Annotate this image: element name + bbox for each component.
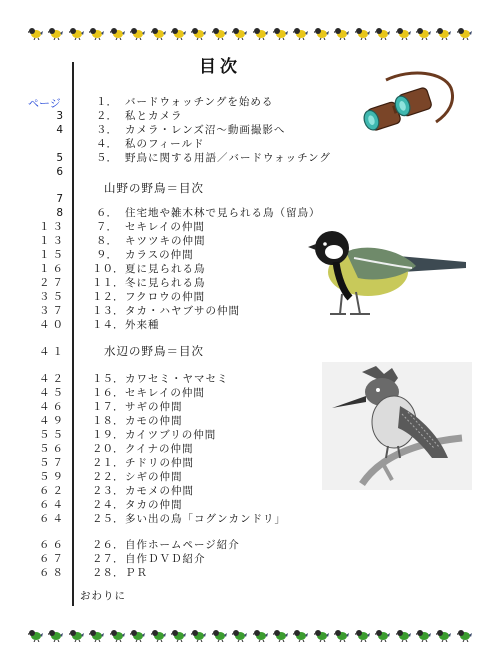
toc-page-number: ４６ [39, 401, 66, 413]
small-bird-icon [457, 628, 472, 642]
toc-entry-number: ６． [96, 207, 117, 219]
toc-entry-title: 私とカメラ [125, 110, 183, 122]
toc-page-number: ６２ [39, 485, 66, 497]
small-bird-icon [212, 26, 227, 40]
toc-entry-title: 外来種 [125, 319, 160, 331]
section-water-heading: 水辺の野鳥＝目次 [104, 344, 204, 358]
toc-entry [0, 109, 400, 123]
toc-entry-title: カイツブリの仲間 [125, 429, 217, 441]
toc-entry-text [92, 151, 331, 165]
small-bird-icon [416, 26, 431, 40]
toc-entry-text [92, 470, 183, 484]
toc-entry-title: 住宅地や雑木林で見られる鳥（留鳥） [125, 207, 321, 219]
small-bird-icon [314, 628, 329, 642]
toc-entry [0, 137, 400, 151]
small-bird-icon [457, 26, 472, 40]
small-bird-icon [130, 26, 145, 40]
toc-page-number: 7 [56, 193, 66, 205]
toc-entry-number: ５． [96, 152, 117, 164]
toc-page-number: ４０ [39, 319, 66, 331]
toc-entry-number: １８． [92, 415, 124, 427]
toc-entry-title: 私のフィールド [125, 138, 205, 150]
toc-entry-title: サギの仲間 [125, 401, 183, 413]
toc-entry-text [92, 386, 205, 400]
toc-entry-text [92, 276, 206, 290]
toc-entry-title: フクロウの仲間 [125, 291, 206, 303]
toc-entry-title: 自作ＤＶＤ紹介 [125, 553, 206, 565]
toc-page-number: ６４ [39, 499, 66, 511]
toc-entry-number: ２５． [92, 513, 124, 525]
toc-page-number: ４９ [39, 415, 66, 427]
toc-entry-number: ２３． [92, 485, 124, 497]
toc-entry [0, 512, 400, 526]
toc-entry [0, 538, 400, 552]
toc-entry [0, 123, 400, 137]
toc-entry-number: １． [96, 96, 117, 108]
toc-entry [0, 566, 400, 580]
small-bird-icon [375, 628, 390, 642]
toc-entry-text [92, 192, 125, 206]
toc-page-number: ５６ [39, 443, 66, 455]
toc-entry-number: ３． [96, 124, 117, 136]
toc-entry-number: １２． [92, 291, 124, 303]
small-bird-icon [28, 628, 43, 642]
small-bird-icon [212, 628, 227, 642]
toc-entry-number: １９． [92, 429, 124, 441]
toc-entry-number: １１． [92, 277, 124, 289]
toc-entry-title: カワセミ・ヤマセミ [125, 373, 229, 385]
small-bird-icon [191, 26, 206, 40]
closing-text: おわりに [80, 590, 126, 602]
toc-entry-text [92, 538, 240, 552]
toc-entry [0, 151, 400, 165]
small-bird-icon [69, 26, 84, 40]
small-bird-icon [151, 26, 166, 40]
toc-entry-title: 野鳥に関する用語／バードウォッチング [125, 152, 331, 164]
small-bird-icon [171, 628, 186, 642]
toc-page-number: １３ [39, 221, 66, 233]
toc-page-number: 8 [56, 207, 66, 219]
toc-entry-number: ２６． [92, 539, 124, 551]
toc-page-number: 3 [56, 110, 66, 122]
toc-entry-number: ７． [96, 221, 117, 233]
small-bird-icon [69, 628, 84, 642]
toc-entry-text [92, 234, 206, 248]
toc-page-number: 6 [56, 166, 66, 178]
toc-entry [0, 206, 400, 220]
small-bird-icon [436, 628, 451, 642]
toc-page-number: ４１ [39, 346, 66, 358]
toc-entry-number: ２１． [92, 457, 124, 469]
toc-entry-text [92, 290, 205, 304]
small-bird-icon [355, 628, 370, 642]
toc-entry-text [92, 318, 160, 332]
toc-entry [0, 498, 400, 512]
toc-entry-title: キツツキの仲間 [125, 235, 206, 247]
bottom-bird-border [28, 626, 472, 644]
toc-page-number: ４５ [39, 387, 66, 399]
toc-entry-number: １０． [92, 263, 124, 275]
toc-page-number: ４２ [39, 373, 66, 385]
small-bird-icon [293, 628, 308, 642]
small-bird-icon [89, 26, 104, 40]
toc-page-number: ５５ [39, 429, 66, 441]
toc-entry-number: ２． [96, 110, 117, 122]
toc-entry-number: ２４． [92, 499, 124, 511]
small-bird-icon [396, 628, 411, 642]
small-bird-icon [28, 26, 43, 40]
small-bird-icon [253, 26, 268, 40]
small-bird-icon [151, 628, 166, 642]
toc-entry-text [92, 566, 148, 580]
great-tit-illustration [306, 222, 470, 332]
toc-entry-title: 自作ホームページ紹介 [125, 539, 240, 551]
small-bird-icon [130, 628, 145, 642]
small-bird-icon [191, 628, 206, 642]
toc-entry-number: ８． [96, 235, 117, 247]
toc-entry-title: タカの仲間 [125, 499, 183, 511]
toc-entry-title: セキレイの仲間 [125, 221, 205, 233]
toc-entry [0, 95, 400, 109]
top-bird-border [28, 24, 472, 42]
small-bird-icon [273, 26, 288, 40]
toc-entry-text [92, 552, 206, 566]
toc-entry-title: カモの仲間 [125, 415, 183, 427]
toc-entry-text [92, 165, 125, 179]
toc-page-number: ３７ [39, 305, 66, 317]
section-mountain-heading: 山野の野鳥＝目次 [104, 181, 204, 195]
toc-entry-title: シギの仲間 [125, 471, 183, 483]
toc-page-number: ６８ [39, 567, 66, 579]
toc-entry-number: １７． [92, 401, 124, 413]
small-bird-icon [436, 26, 451, 40]
toc-entry-title: 多い出の鳥「コグンカンドリ」 [125, 513, 286, 525]
toc-entry-text [92, 456, 194, 470]
small-bird-icon [253, 628, 268, 642]
toc-page-number: ６４ [39, 513, 66, 525]
small-bird-icon [89, 628, 104, 642]
toc-entry-number: ４． [96, 138, 117, 150]
toc-entry-title: クイナの仲間 [125, 443, 194, 455]
small-bird-icon [110, 26, 125, 40]
toc-page-number: 4 [56, 124, 66, 136]
small-bird-icon [334, 628, 349, 642]
toc-entry-number: １５． [92, 373, 124, 385]
toc-entry-title: セキレイの仲間 [125, 387, 205, 399]
toc-entry [0, 165, 400, 179]
binoculars-illustration [356, 70, 462, 142]
toc-entry-number: １３． [92, 305, 124, 317]
toc-entry-text [92, 206, 321, 220]
toc-entry-number: ２２． [92, 471, 124, 483]
toc-entry-text [92, 123, 285, 137]
toc-entry-title: カメラ・レンズ沼～動画撮影へ [125, 124, 286, 136]
toc-entry-text [92, 442, 193, 456]
toc-entry-text [92, 95, 273, 109]
small-bird-icon [375, 26, 390, 40]
toc-entry-title: 夏に見られる鳥 [125, 263, 206, 275]
small-bird-icon [232, 26, 247, 40]
toc-page-number: １５ [39, 249, 66, 261]
toc-page-number: ５７ [39, 457, 66, 469]
toc-page-number: ３５ [39, 291, 66, 303]
page-title: 目次 [199, 57, 241, 77]
toc-entry-title: ＰＲ [125, 567, 148, 579]
toc-entry-text [92, 428, 216, 442]
toc-page-number: 5 [56, 152, 66, 164]
toc-entry-number: １４． [92, 319, 124, 331]
small-bird-icon [171, 26, 186, 40]
small-bird-icon [110, 628, 125, 642]
toc-entry-title: カラスの仲間 [125, 249, 194, 261]
toc-entry-text [92, 220, 205, 234]
toc-entry-text [92, 484, 194, 498]
toc-page-number: ５９ [39, 471, 66, 483]
toc-entry-number: ２８． [92, 567, 124, 579]
small-bird-icon [293, 26, 308, 40]
toc-entry-title: バードウォッチングを始める [125, 96, 274, 108]
toc-entry-text [92, 512, 286, 526]
toc-page-number: １３ [39, 235, 66, 247]
toc-entry-number: ２７． [92, 553, 124, 565]
toc-entry [0, 192, 400, 206]
toc-entry-text [92, 414, 183, 428]
small-bird-icon [48, 26, 63, 40]
small-bird-icon [396, 26, 411, 40]
toc-page-number: ６７ [39, 553, 66, 565]
toc-entry-title: チドリの仲間 [125, 457, 194, 469]
small-bird-icon [334, 26, 349, 40]
toc-entry-text [92, 304, 240, 318]
toc-page-number: １６ [39, 263, 66, 275]
toc-entry-text [92, 137, 204, 151]
small-bird-icon [48, 628, 63, 642]
small-bird-icon [232, 628, 247, 642]
toc-entry-title: 冬に見られる鳥 [125, 277, 206, 289]
small-bird-icon [416, 628, 431, 642]
small-bird-icon [314, 26, 329, 40]
toc-entry-number: １６． [92, 387, 124, 399]
toc-entry [0, 552, 400, 566]
toc-entry-text [92, 345, 125, 359]
toc-entry-text [92, 498, 183, 512]
toc-entry-text [92, 262, 206, 276]
toc-entry-number: ２０． [92, 443, 124, 455]
small-bird-icon [273, 628, 288, 642]
toc-entry-text [92, 400, 183, 414]
small-bird-icon [355, 26, 370, 40]
toc-entry-title: カモメの仲間 [125, 485, 194, 497]
toc-entry [0, 345, 400, 359]
toc-page-number: ２７ [39, 277, 66, 289]
toc-entry-text [92, 109, 183, 123]
toc-entry-title: タカ・ハヤブサの仲間 [125, 305, 240, 317]
crested-kingfisher-illustration [322, 362, 472, 490]
toc-entry-number: ９． [96, 249, 117, 261]
toc-entry-text [92, 248, 194, 262]
toc-entry-text [92, 372, 229, 386]
page-column-label: ページ [28, 97, 61, 110]
toc-page-number: ６６ [39, 539, 66, 551]
